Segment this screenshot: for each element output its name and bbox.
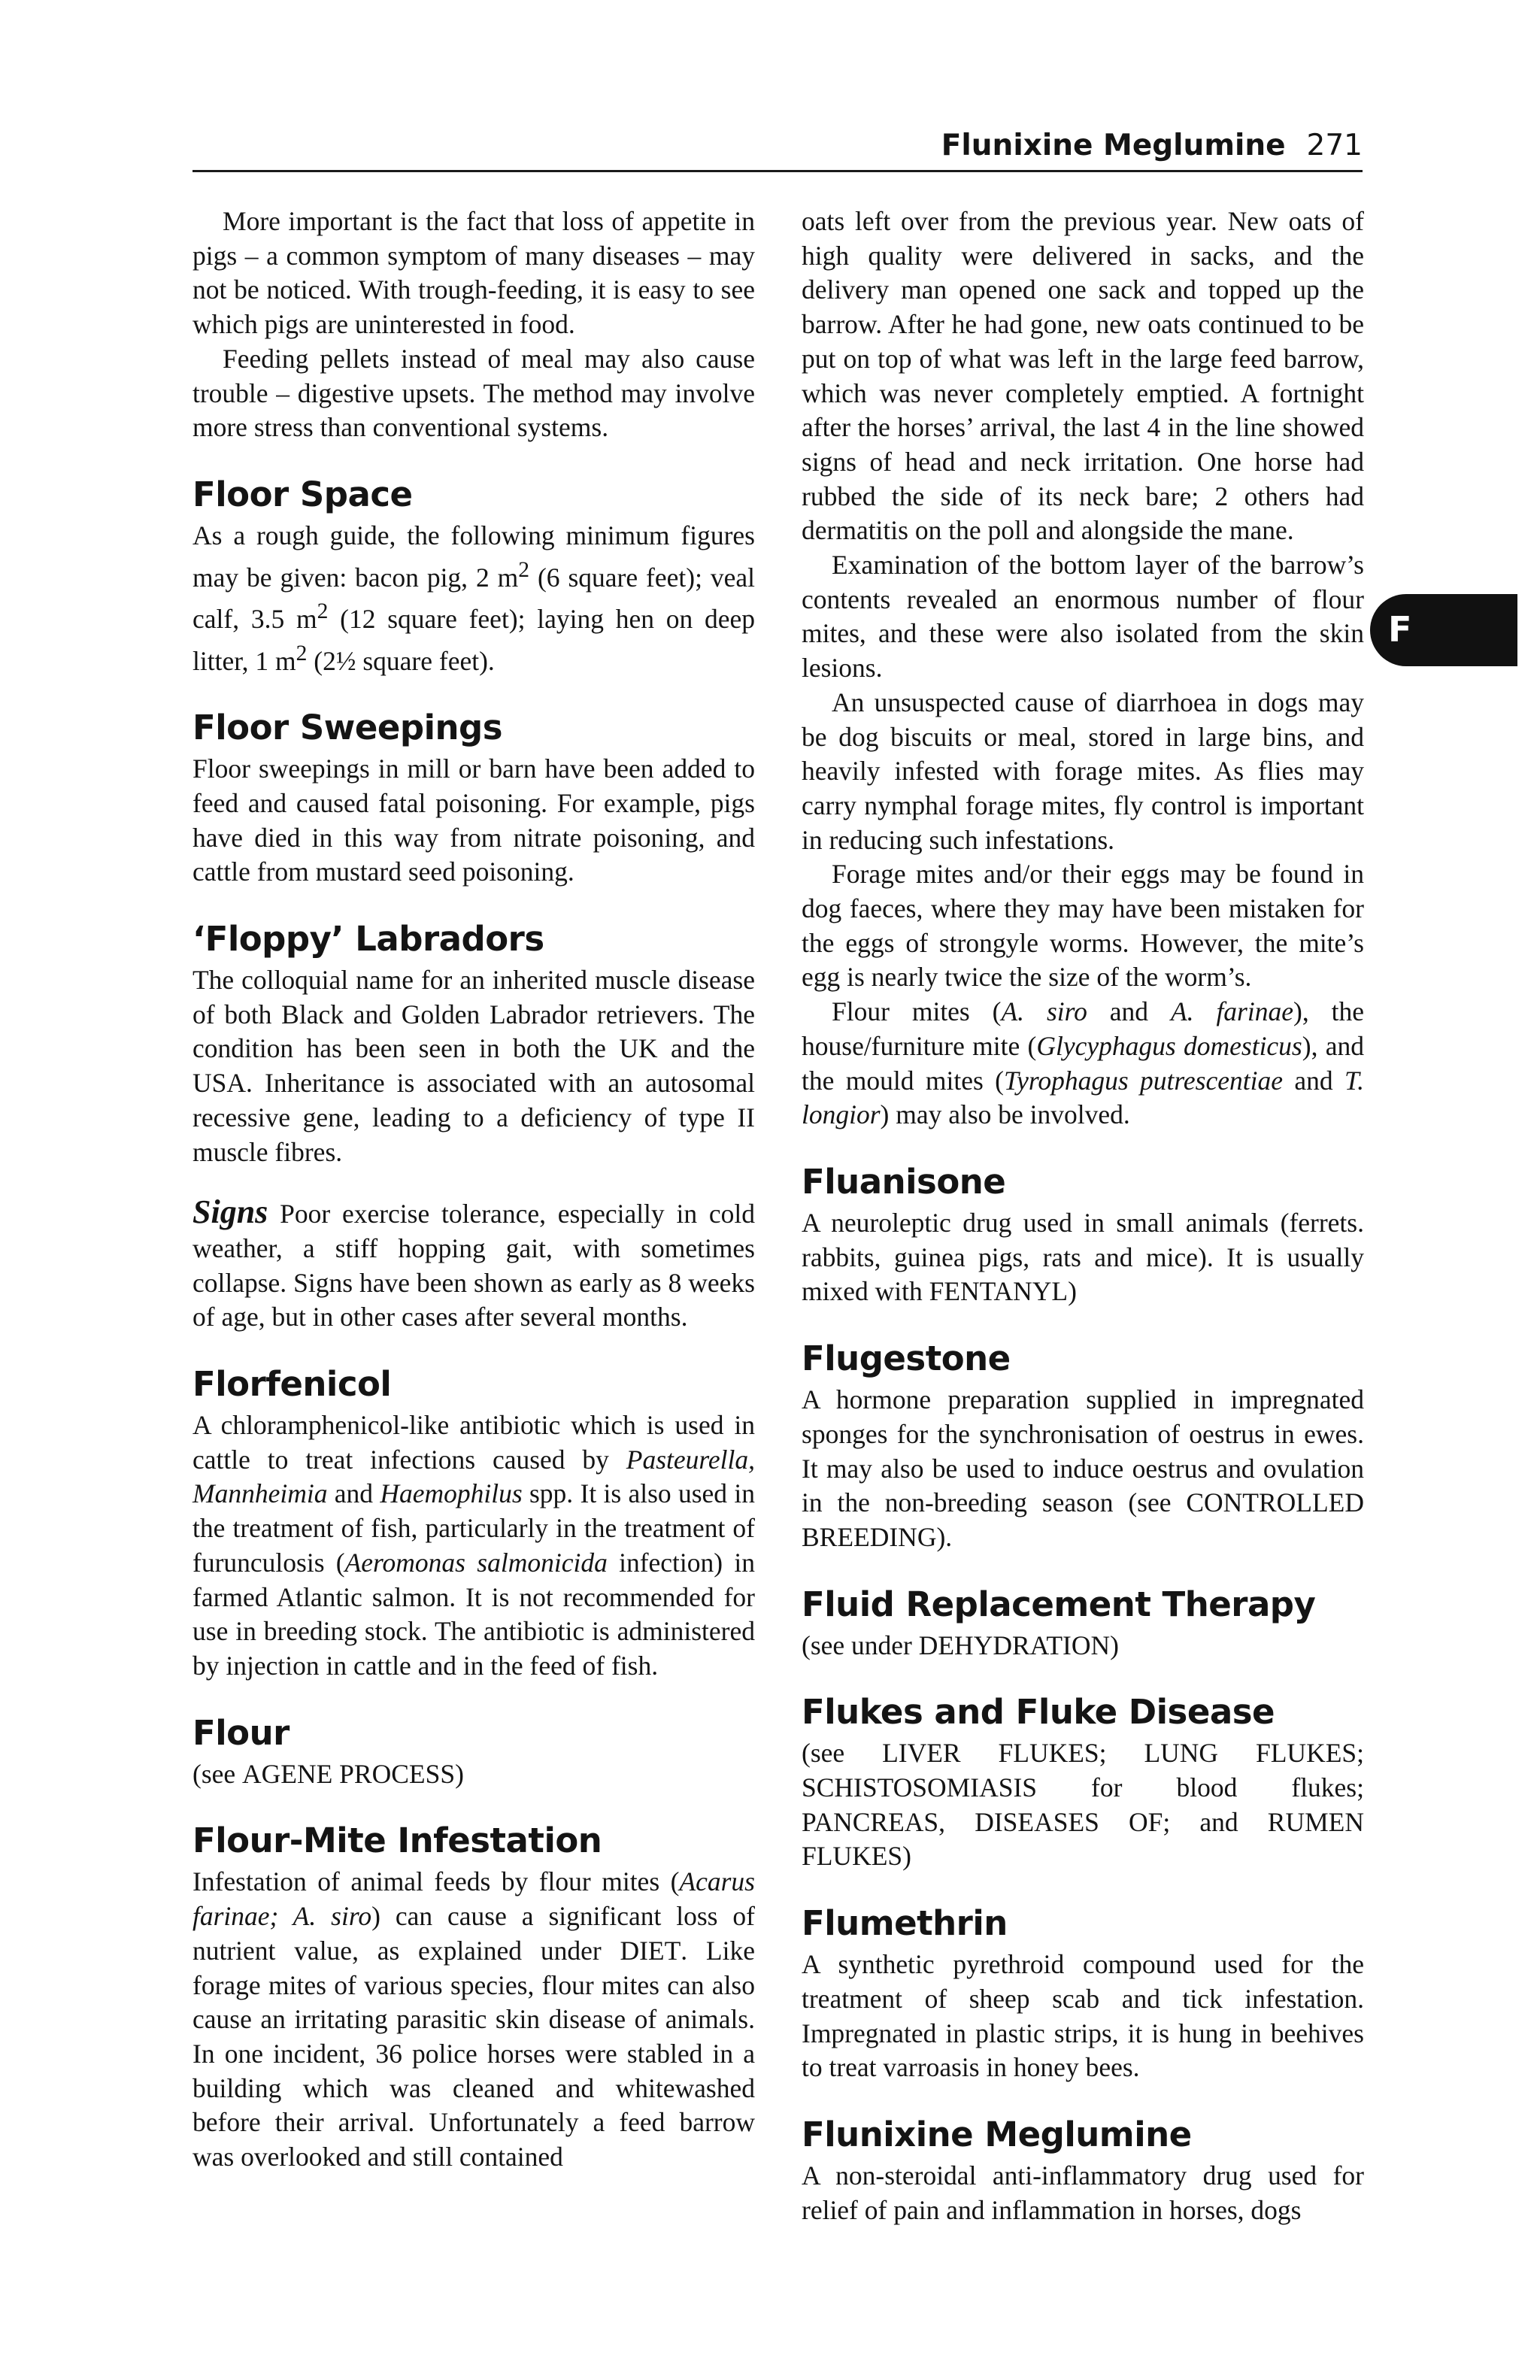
cross-reference: AGENE PROCESS [242,1758,456,1789]
page-number: 271 [1306,129,1363,162]
intro-paragraph: More important is the fact that loss of appetite in pigs – a common symptom of many diseases – may not be noticed. With trough-feeding, it is easy to see which pigs are uninterested in food. [192,206,755,340]
entry-body-flour: (see AGENE PROCESS) [192,1758,464,1789]
entry-heading-florfenicol: Florfenicol [192,1364,392,1405]
entry-body-florfenicol: A chloramphenicol-like antibiotic which is used in cattle to treat infections caused by Pasteurella, Mannheimia and Haemophilus spp. It is also used in the treatment of fish, particularly in the treatment of furunculosis (Aeromonas salmonicida infection) in farmed Atlantic salmon. It is not recommended for use in breeding stock. The antibiotic is administered by injection in cattle and in the feed of fish. [192,1410,755,1681]
entry-signs-floppy-labradors: Signs Poor exercise tolerance, especially in cold weather, a stiff hopping gait, with sometimes collapse. Signs have been shown as early as 8 weeks of age, but in other cases after several months. [192,1193,755,1332]
entry-body-fluanisone: A neuroleptic drug used in small animals (ferrets. rabbits, guinea pigs, rats and mice). It is usually mixed with FENTANYL) [802,1207,1364,1307]
continued-paragraph: Examination of the bottom layer of the barrow’s contents revealed an enormous number of flour mites, and these were also isolated from the skin lesions. [802,550,1364,684]
cross-reference: DIET [620,1935,681,1966]
right-column [802,205,1364,2227]
entry-heading-flunixine: Flunixine Meglumine [802,2114,1192,2154]
running-header [192,123,1363,172]
cross-reference: PANCREAS, DISEASES OF [802,1806,1163,1837]
entry-body-flumethrin: A synthetic pyrethroid compound used for the treatment of sheep scab and tick infestation. Impregnated in plastic strips, it is hung in beehives to treat varroasis in honey bees. [802,1949,1364,2083]
entry-body-floor-space: As a rough guide, the following minimum figures may be given: bacon pig, 2 $m^2$ (6 square feet); veal calf, 3.5 $m^2$ (12 square feet); laying hen on deep litter, 1 $m^2$ (2½ square feet). [192,520,756,676]
cross-reference: FENTANYL [929,1276,1069,1307]
running-title: Flunixine Meglumine [941,129,1286,162]
entry-body-floor-sweepings: Floor sweepings in mill or barn have been added to feed and caused fatal poisoning. For example, pigs have died in this way from nitrate poisoning, and cattle from mustard seed poisoning. [192,753,755,887]
continued-paragraph: An unsuspected cause of diarrhoea in dogs may be dog biscuits or meal, stored in large bins, and heavily infested with forage mites. As flies may carry nymphal forage mites, fly control is important in reducing such infestations. [802,687,1364,855]
entry-heading-flour-mite: Flour-Mite Infestation [192,1821,602,1861]
continued-paragraph: Flour mites (A. siro and A. farinae), the house/furniture mite (Glycyphagus domesticus), and the mould mites (Tyrophagus putrescentiae and T. longior) may also be involved. [802,996,1364,1130]
entry-heading-flour: Flour [192,1712,290,1753]
entry-heading-floor-sweepings: Floor Sweepings [192,708,503,748]
entry-heading-flukes: Flukes and Fluke Disease [802,1692,1275,1733]
left-column [192,205,755,2175]
entry-body-fluid-replacement: (see under DEHYDRATION) [802,1630,1119,1660]
entry-heading-fluanisone: Fluanisone [802,1161,1006,1202]
entry-body-floppy-labradors: The colloquial name for an inherited muscle disease of both Black and Golden Labrador retrievers. The condition has been seen in both the UK and the USA. Inheritance is associated with an autosomal recessive gene, leading to a deficiency of type II muscle fibres. [192,965,755,1167]
entry-heading-fluid-replacement: Fluid Replacement Therapy [802,1584,1316,1624]
entry-body-flugestone: A hormone preparation supplied in impregnated sponges for the synchronisation of oestrus in ewes. It may also be used to induce oestrus and ovulation in the non-breeding season (see CONTROLLED BREEDING). [802,1384,1364,1552]
entry-heading-flugestone: Flugestone [802,1339,1011,1379]
signs-label: Signs [192,1193,268,1231]
entry-heading-flumethrin: Flumethrin [802,1903,1008,1944]
cross-reference: LIVER FLUKES; LUNG FLUKES; SCHISTOSOMIASIS [802,1738,1364,1803]
entry-body-flour-mite: Infestation of animal feeds by flour mites (Acarus farinae; A. siro) can cause a significant loss of nutrient value, as explained under DIET. Like forage mites of various species, flour mites can also cause an irritating parasitic skin disease of animals. In one incident, 36 police horses were stabled in a building which was cleaned and whitewashed before their arrival. Unfortunately a feed barrow was overlooked and still contained [192,1866,755,2172]
entry-body-flunixine: A non-steroidal anti-inflammatory drug used for relief of pain and inflammation in horses, dogs [802,2160,1364,2225]
thumb-index-letter: F [1388,609,1412,650]
cross-reference: CONTROLLED BREEDING [802,1487,1364,1552]
intro-paragraph: Feeding pellets instead of meal may also cause trouble – digestive upsets. The method may involve more stress than conventional systems. [192,343,755,443]
entry-heading-floor-space: Floor Space [192,474,413,514]
entry-body-flukes: (see LIVER FLUKES; LUNG FLUKES; SCHISTOSOMIASIS for blood flukes; PANCREAS, DISEASES OF; and RUMEN FLUKES) [802,1738,1364,1872]
continued-paragraph: Forage mites and/or their eggs may be found in dog faeces, where they may have been mistaken for the eggs of strongyle worms. However, the mite’s egg is nearly twice the size of the worm’s. [802,859,1364,993]
header-text [941,123,1363,168]
continued-paragraph: oats left over from the previous year. New oats of high quality were delivered in sacks, and the delivery man opened one sack and topped up the barrow. After he had gone, new oats continued to be put on top of what was left in the large feed barrow, which was never completely emptied. A fortnight after the horses’ arrival, the last 4 in the line showed signs of head and neck irritation. One horse had rubbed the side of its neck bare; 2 others had dermatitis on the poll and alongside the mane. [802,206,1364,546]
cross-reference: DEHYDRATION [918,1630,1111,1660]
thumb-index-tab [1370,594,1517,666]
entry-heading-floppy-labradors: ‘Floppy’ Labradors [192,919,544,960]
cross-reference: RUMEN FLUKES [802,1806,1364,1872]
